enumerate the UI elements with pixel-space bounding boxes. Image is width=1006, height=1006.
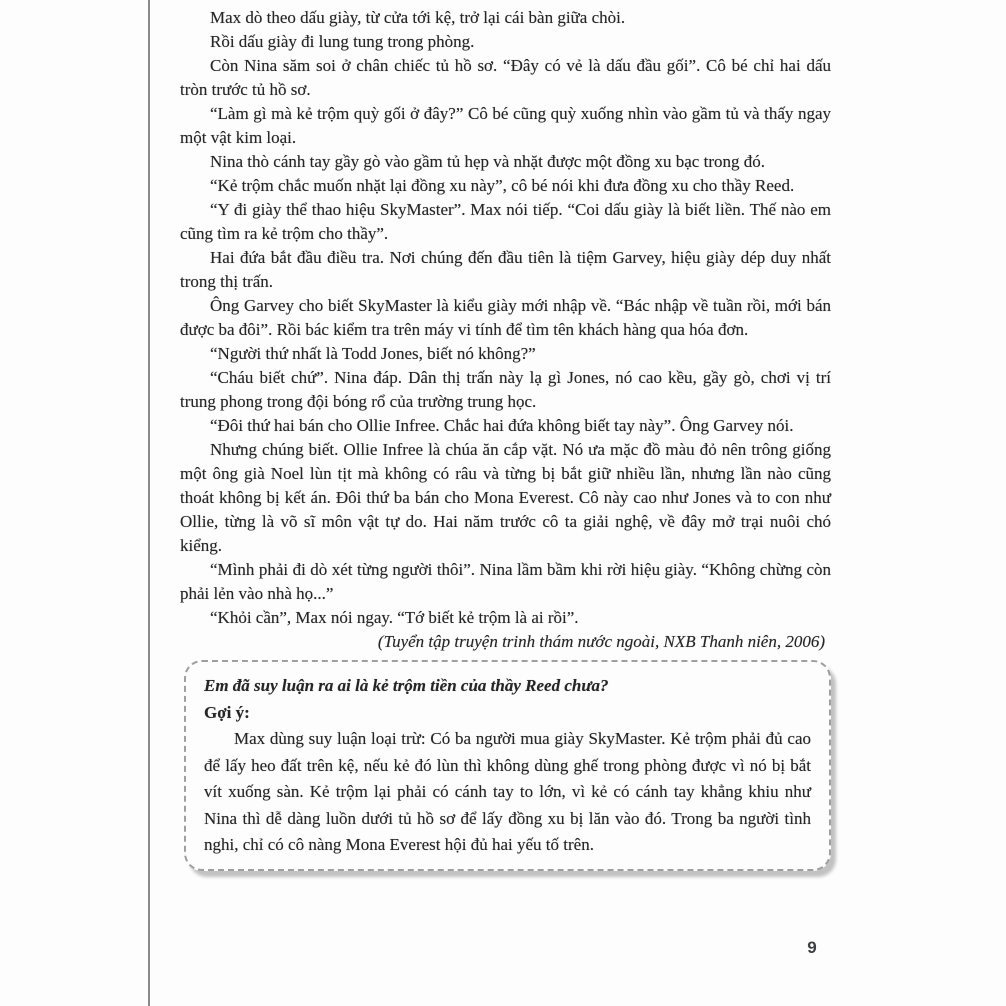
story-paragraph-6: “Kẻ trộm chắc muốn nhặt lại đồng xu này”, cô bé nói khi đưa đồng xu cho thầy Reed. xyxy=(210,176,795,195)
page-edge-line xyxy=(148,0,150,1006)
story-attribution: (Tuyển tập truyện trinh thám nước ngoài, NXB Thanh niên, 2006) xyxy=(377,632,825,651)
story-paragraph-8: Hai đứa bắt đầu điều tra. Nơi chúng đến đầu tiên là tiệm Garvey, hiệu giày dép duy nhất trong thị trấn. xyxy=(180,248,831,291)
book-page-content xyxy=(180,6,831,871)
hint-box xyxy=(184,660,831,871)
story-paragraph-5: Nina thò cánh tay gầy gò vào gầm tủ hẹp và nhặt được một đồng xu bạc trong đó. xyxy=(210,152,765,171)
hint-question: Em đã suy luận ra ai là kẻ trộm tiền của thầy Reed chưa? xyxy=(204,676,609,695)
hint-body: Max dùng suy luận loại trừ: Có ba người mua giày SkyMaster. Kẻ trộm phải đủ cao để lấy heo đất trên kệ, nếu kẻ đó lùn thì không dùng ghế trong phòng được vì nó bị bắt vít xuống sàn. Kẻ trộm lại phải có cánh tay to lớn, vì kẻ có cánh tay khẳng khiu như Nina thì dễ dàng luồn dưới tủ hồ sơ để lấy đồng xu bị lăn vào đó. Trong ba người tình nghi, chỉ có cô nàng Mona Everest hội đủ hai yếu tố trên. xyxy=(204,729,811,854)
story-text xyxy=(180,6,831,654)
story-paragraph-15: “Khỏi cần”, Max nói ngay. “Tớ biết kẻ trộm là ai rồi”. xyxy=(210,608,579,627)
story-paragraph-1: Max dò theo dấu giày, từ cửa tới kệ, trở lại cái bàn giữa chòi. xyxy=(210,8,626,27)
story-paragraph-11: “Cháu biết chứ”. Nina đáp. Dân thị trấn này lạ gì Jones, nó cao kều, gầy gò, chơi vị trí trung phong trong đội bóng rổ của trường trung học. xyxy=(180,368,831,411)
story-paragraph-12: “Đôi thứ hai bán cho Ollie Infree. Chắc hai đứa không biết tay này”. Ông Garvey nói. xyxy=(210,416,794,435)
story-paragraph-10: “Người thứ nhất là Todd Jones, biết nó không?” xyxy=(210,344,536,363)
story-paragraph-2: Rồi dấu giày đi lung tung trong phòng. xyxy=(210,32,475,51)
page-number: 9 xyxy=(807,938,817,957)
story-paragraph-7: “Y đi giày thể thao hiệu SkyMaster”. Max nói tiếp. “Coi dấu giày là biết liền. Thế nào em cũng tìm ra kẻ trộm cho thầy”. xyxy=(180,200,831,243)
story-paragraph-3: Còn Nina săm soi ở chân chiếc tủ hồ sơ. “Đây có vẻ là dấu đầu gối”. Cô bé chỉ hai dấu tròn trước tủ hồ sơ. xyxy=(180,56,831,99)
story-paragraph-14: “Mình phải đi dò xét từng người thôi”. Nina lầm bầm khi rời hiệu giày. “Không chừng còn phải lẻn vào nhà họ...” xyxy=(180,560,831,603)
hint-label: Gợi ý: xyxy=(204,702,250,722)
story-paragraph-9: Ông Garvey cho biết SkyMaster là kiểu giày mới nhập về. “Bác nhập về tuần rồi, mới bán được ba đôi”. Rồi bác kiểm tra trên máy vi tính để tìm tên khách hàng qua hóa đơn. xyxy=(180,296,831,339)
story-paragraph-4: “Làm gì mà kẻ trộm quỳ gối ở đây?” Cô bé cũng quỳ xuống nhìn vào gầm tủ và thấy ngay một vật kim loại. xyxy=(180,104,831,147)
story-paragraph-13: Nhưng chúng biết. Ollie Infree là chúa ăn cắp vặt. Nó ưa mặc đồ màu đỏ nên trông giống một ông già Noel lùn tịt mà không có râu và từng bị bắt giữ nhiều lần, nhưng lần nào cũng thoát không bị kết án. Đôi thứ ba bán cho Mona Everest. Cô này cao như Jones và to con như Ollie, từng là võ sĩ môn vật tự do. Hai năm trước cô ta giải nghệ, về đây mở trại nuôi chó kiểng. xyxy=(180,440,831,555)
